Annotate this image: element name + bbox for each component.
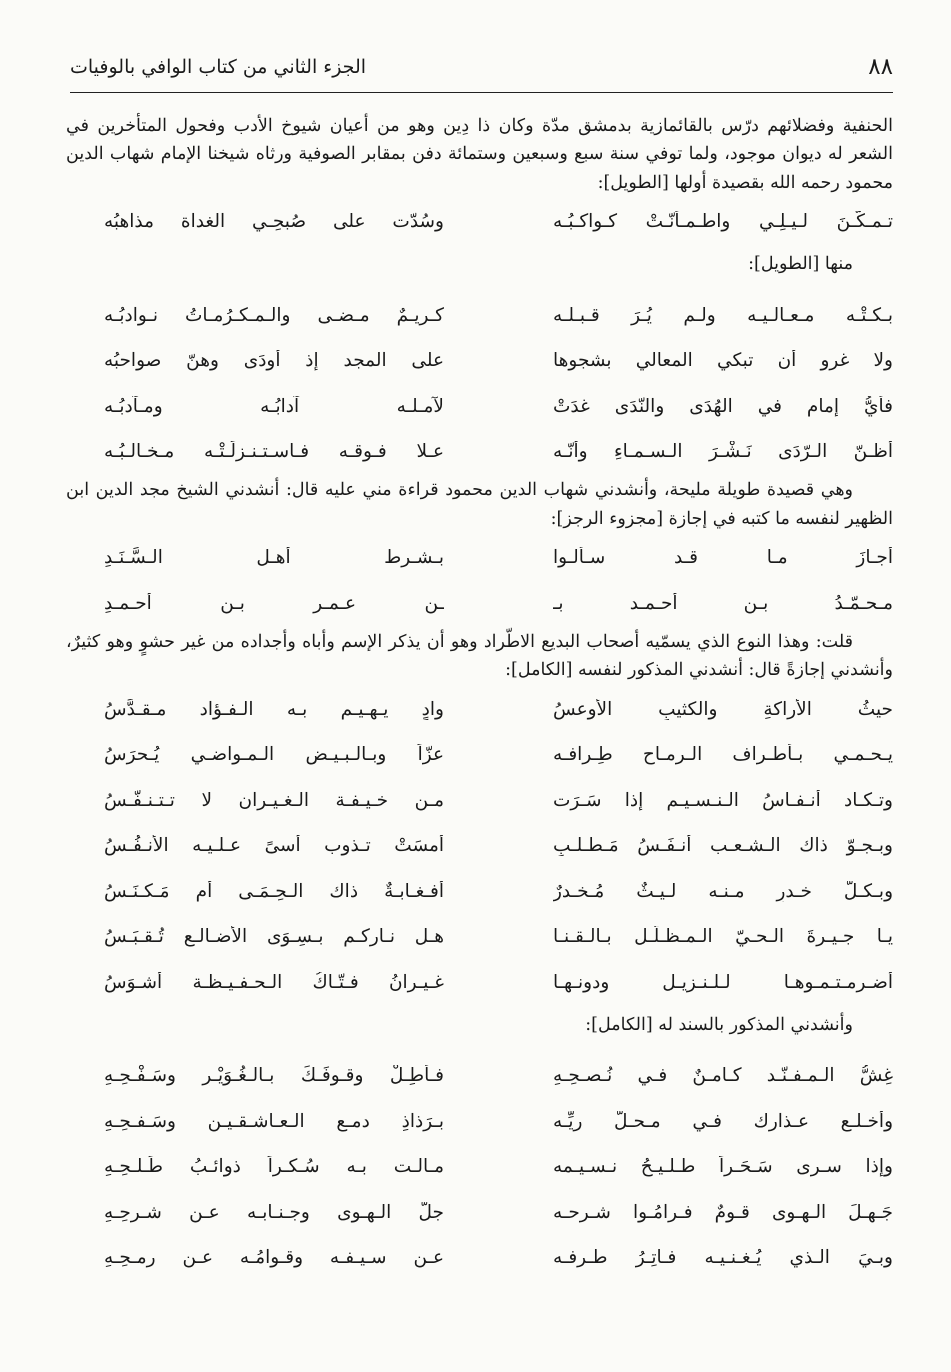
hemistich-first: وبـيَ الـذي يُـغـنـيـه فـاتِـرُ طـرفـه — [553, 1247, 893, 1269]
meter-label-minha: منها [الطويل]: — [748, 254, 853, 275]
hemistich-second: أمسَتْ تـذوب أسىً عـلـيـه الأنـفُـسُ — [104, 835, 444, 857]
page-number: ٨٨ — [868, 54, 893, 80]
hemistich-first: وبـكـلّ خـدرٍ مـنـه لـيـثٌ مُـخـدرٌ — [553, 880, 893, 902]
hemistich-first: أظـنّ الـرّدَى نَـشْـرَ الـسـمـاءِ وأنّـه — [553, 441, 893, 463]
verse-line — [66, 580, 893, 626]
verse-line — [66, 1053, 893, 1099]
paragraph-2: وهي قصيدة طويلة مليحة، وأنشدني شهاب الدين محمود قراءة مني عليه قال: أنشدني الشيخ مجد الدين ابن الظهير لنفسه ما كتبه في إجازة [مجزوء الرجز]: — [66, 480, 893, 529]
hemistich-second: بـرَذاذِ دمـع الـعـاشـقـيـن وسَـفـحِـهِ — [104, 1110, 444, 1132]
running-title: الجزء الثاني من كتاب الوافي بالوفيات — [70, 56, 367, 78]
hemistich-second: ـنِ عـمـر بـن أحـمـدِ — [104, 592, 444, 614]
verse-group-kamil-2 — [66, 1053, 893, 1281]
hemistich-first: تـمـكّـنَ لـيـلِـي واطـمـأنّـتْ كـواكـبُـه — [553, 211, 893, 233]
hemistich-second: مـن خـيـفـة الـغـيـران لا تـتـنـفَّـسُ — [104, 789, 444, 811]
hemistich-first: يـحـمـي بـأطـراف الـرمـاح طِـرافـه — [553, 744, 893, 766]
hemistich-first: حيثُ الأراكةِ والكثيبِ الأوعسُ — [553, 698, 893, 720]
verse-line — [66, 778, 893, 824]
verse-group-opening — [66, 199, 893, 245]
hemistich-first: يـا جـيـرةَ الـحـيّ الـمـظـلّـل بـالـقـنـا — [553, 926, 893, 948]
paragraph-3: قلت: وهذا النوع الذي يسمّيه أصحاب البديع الاطّراد وهو أن يذكر الإسم وأباه وأجداده من غير حشوٍ وهو كثيرٌ، وأنشدني إجازةً قال: أنشدني المذكور لنفسه [الكامل]: — [66, 631, 893, 681]
verse-line — [66, 823, 893, 869]
page-header — [70, 52, 893, 93]
hemistich-second: مـالـت بـه سُـكـراً ذوائـبُ طَـلـحِـهِ — [104, 1156, 444, 1178]
verse-line — [66, 292, 893, 338]
hemistich-second: لآمـلـه آدابُـه ومـآدبُـه — [104, 395, 444, 417]
hemistich-second: عـلا فـوقـه فـاسـتـنـزلَـتْـه مـخـالـبُـه — [104, 441, 444, 463]
verse-line — [66, 429, 893, 475]
hemistich-second: كـريـمٌ مـضـى والـمـكـرُمـاتُ نـوادبُـه — [104, 304, 444, 326]
verse-line — [66, 338, 893, 384]
hemistich-first: غِشُّ الـمـفـنّـد كـامـنٌ فـي نُـصـحِـهِ — [553, 1065, 893, 1087]
hemistich-second: جلَّ الـهـوى وجـنـابـه عـن شـرحِـهِ — [104, 1201, 444, 1223]
hemistich-second: غـيـرانُ فـتّـاكُ الـحـفـيـظـة أشـوَسُ — [104, 971, 444, 993]
page-content — [66, 112, 893, 1283]
hemistich-second: عـن سـيـفـه وقـوامُـه عـن رمـحِـهِ — [104, 1247, 444, 1269]
hemistich-second: عزّاً وبـالـبـيـض الـمـواضـي يُـحرَسُ — [104, 744, 444, 766]
verse-line — [66, 535, 893, 581]
verse-line — [66, 1099, 893, 1145]
hemistich-first: وإذا سـرى سَـحَـراً طـلـيـحُ نـسـيـمه — [553, 1156, 893, 1178]
verse-line — [66, 732, 893, 778]
hemistich-second: فـأطِـلْ وقـوفَـكَ بـالـغُـوَيْـرِ وسَـفْـحِـهِ — [104, 1065, 444, 1087]
verse-group-minha — [66, 292, 893, 474]
verse-line — [66, 199, 893, 245]
verse-line — [66, 960, 893, 1006]
verse-line — [66, 1190, 893, 1236]
hemistich-first: وأخـلـع عـذارك فـي مـحـلّ ريِّـه — [553, 1110, 893, 1132]
hemistich-second: على المجد إذ أودَى وهنّ صواحبُه — [104, 350, 444, 372]
verse-line — [66, 1144, 893, 1190]
hemistich-second: وادٍ يـهـيـم بـه الـفـؤاد مـقـدَّسُ — [104, 698, 444, 720]
hemistich-second: أفـغـابـةٌ ذاك الـحِـمَـى أم مَـكـنَـسُ — [104, 880, 444, 902]
hemistich-first: فأيُّ إمامٍ في الهُدَى والنّدَى غدَتْ — [553, 395, 893, 417]
hemistich-second: هـل نـاركـم بـسِـوَى الأضـالـع تُـقـبَـسُ — [104, 926, 444, 948]
hemistich-first: وبـجـوّ ذاك الـشـعـب أنـفَـسُ مَـطـلـبٍ — [553, 835, 893, 857]
hemistich-first: ولا غرو أن تبكي المعالي بشجوها — [553, 350, 893, 372]
verse-line — [66, 687, 893, 733]
verse-line — [66, 914, 893, 960]
hemistich-first: مـحـمّـدُ بـن أحـمـد بـ — [553, 592, 893, 614]
hemistich-second: وسُدّت على صُبحِـي الغداة مذاهبُه — [104, 211, 444, 233]
verse-group-ijaza — [66, 535, 893, 626]
hemistich-second: بـشـرط أهـل الـسَّـنَـدِ — [104, 547, 444, 569]
verse-group-kamil-1 — [66, 687, 893, 1006]
verse-line — [66, 1235, 893, 1281]
verse-line — [66, 383, 893, 429]
hemistich-first: وتـكـاد أنـفـاسُ الـنـسـيـم إذا سَـرَت — [553, 789, 893, 811]
hemistich-first: جَـهِـلَ الـهـوى قـومٌ فـرامُـوا شـرحـه — [553, 1201, 893, 1223]
verse-line — [66, 869, 893, 915]
meter-label-kamil: وأنشدني المذكور بالسند له [الكامل]: — [585, 1015, 853, 1036]
paragraph-1: الحنفية وفضلائهم درّس بالقائمازية بدمشق مدّة وكان ذا دِين وهو من أعيان شيوخ الأدب وفحول المتأخرين في الشعر له ديوان موجود، ولما توفي سنة سبع وسبعين وستمائة دفن بمقابر الصوفية ورثاه شيخنا الإمام شهاب الدين محمود رحمه الله بقصيدة أولها [الطويل]: — [66, 116, 893, 193]
hemistich-first: بـكـتْـه مـعـالـيـه ولـم يُـرَ قـبـلـه — [553, 304, 893, 326]
hemistich-first: أجـازَ مـا قـد سـألـوا — [553, 547, 893, 569]
hemistich-first: أضـرمـتـمـوهـا لـلـنـزيـل ودونـهـا — [553, 971, 893, 993]
